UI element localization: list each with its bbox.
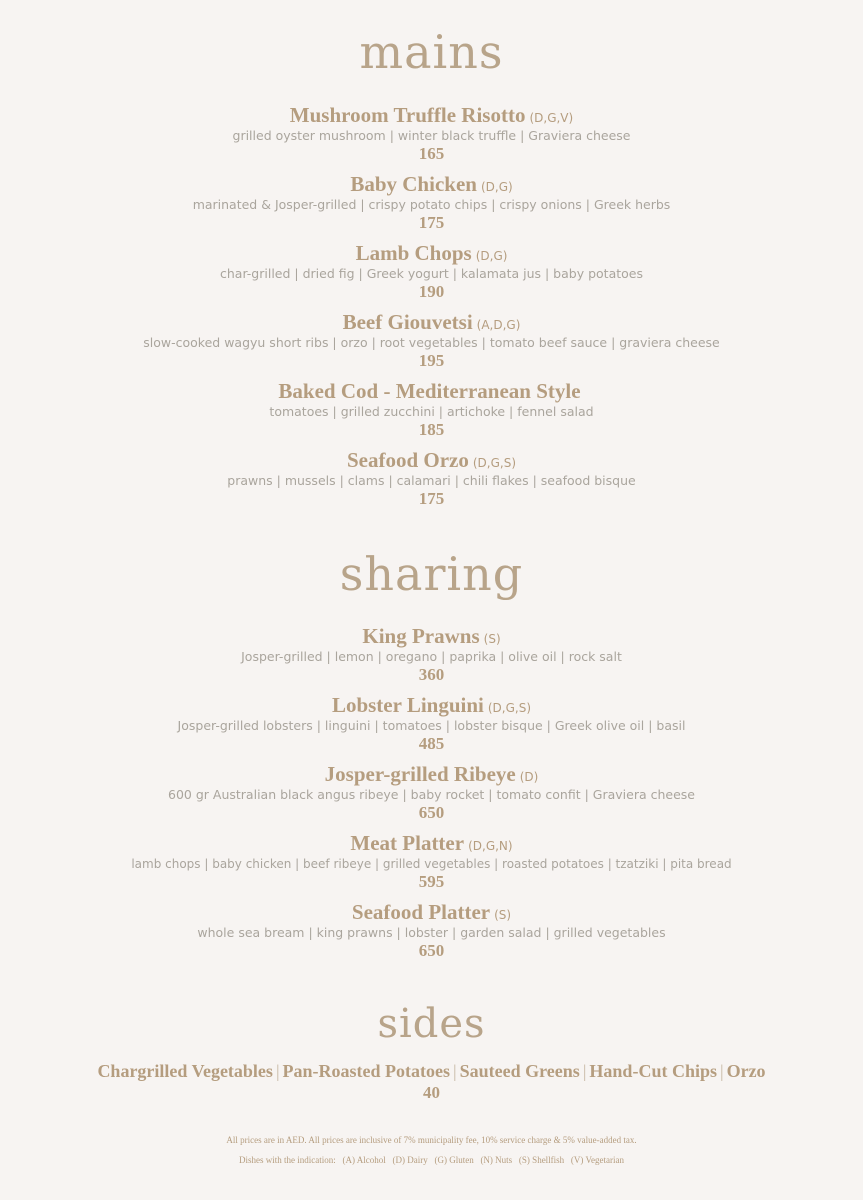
dish-name: Seafood Orzo: [346, 448, 469, 472]
dish-name: Meat Platter: [350, 831, 465, 855]
section-title-sides: sides: [377, 1001, 486, 1047]
dish-tags: (S): [494, 908, 512, 922]
dish-description: Josper-grilled lobsters | linguini | tomatoes | lobster bisque | Greek olive oil | basil: [177, 718, 686, 733]
dish-price: 185: [418, 420, 445, 439]
dish-name: King Prawns: [362, 624, 480, 648]
dish-beef-giouvetsi: [0, 310, 863, 370]
sides-list: [0, 1058, 863, 1084]
dish-meat-platter: [0, 831, 863, 891]
side-item: Orzo: [726, 1061, 766, 1081]
dish-baby-chicken: [0, 172, 863, 232]
dish-name: Baked Cod - Mediterranean Style: [278, 379, 581, 403]
dish-name: Mushroom Truffle Risotto: [289, 103, 526, 127]
dish-description: slow-cooked wagyu short ribs | orzo | root vegetables | tomato beef sauce | graviera cheese: [143, 335, 720, 350]
side-item: Hand-Cut Chips: [589, 1061, 717, 1081]
dish-seafood-orzo: [0, 448, 863, 508]
dish-name: Josper-grilled Ribeye: [324, 762, 516, 786]
dish-tags: (D,G,S): [487, 701, 532, 715]
dish-tags: (D,G,V): [529, 111, 574, 125]
dish-price: 190: [418, 282, 445, 301]
dish-king-prawns: [0, 624, 863, 684]
dish-price: 595: [418, 872, 445, 891]
separator: |: [453, 1061, 457, 1081]
indication-note: Dishes with the indication: (A) Alcohol (D) Dairy (G) Gluten (N) Nuts (S) Shellfish (V) Vegetarian: [238, 1155, 624, 1165]
separator: |: [719, 1061, 724, 1081]
dish-description: lamb chops | baby chicken | beef ribeye | grilled vegetables | roasted potatoes | tzatziki | pita bread: [131, 857, 732, 871]
prices-note: All prices are in AED. All prices are inclusive of 7% municipality fee, 10% service charge & 5% value-added tax.: [226, 1135, 637, 1145]
dish-description: Josper-grilled | lemon | oregano | paprika | olive oil | rock salt: [241, 649, 622, 664]
dish-tags: (D,G): [480, 180, 513, 194]
dish-description: marinated & Josper-grilled | crispy potato chips | crispy onions | Greek herbs: [192, 197, 671, 212]
side-item: Sauteed Greens: [459, 1061, 580, 1081]
side-item: Chargrilled Vegetables: [97, 1061, 273, 1081]
dish-description: prawns | mussels | clams | calamari | chili flakes | seafood bisque: [227, 473, 636, 488]
dish-price: 165: [418, 144, 445, 163]
dish-tags: (D,G): [475, 249, 508, 263]
dish-price: 650: [418, 941, 445, 960]
dish-price: 195: [418, 351, 445, 370]
dish-tags: (A,D,G): [476, 318, 521, 332]
dish-price: 175: [418, 489, 445, 508]
dish-baked-cod: [0, 379, 863, 439]
dish-description: char-grilled | dried fig | Greek yogurt | kalamata jus | baby potatoes: [220, 266, 643, 281]
section-title-sharing: sharing: [339, 547, 524, 601]
dish-name: Seafood Platter: [351, 900, 491, 924]
dish-seafood-platter: [0, 900, 863, 960]
dish-tags: (D,G,S): [472, 456, 517, 470]
dish-mushroom-truffle-risotto: [0, 103, 863, 163]
dish-price: 485: [418, 734, 445, 753]
dish-name: Beef Giouvetsi: [342, 310, 473, 334]
dish-name: Baby Chicken: [350, 172, 477, 196]
dish-lobster-linguini: [0, 693, 863, 753]
dish-tags: (D): [519, 770, 539, 784]
side-item: Pan-Roasted Potatoes: [282, 1061, 451, 1081]
dish-price: 650: [418, 803, 445, 822]
dish-josper-grilled-ribeye: [0, 762, 863, 822]
dish-tags: (S): [483, 632, 501, 646]
separator: |: [275, 1061, 280, 1081]
dish-description: grilled oyster mushroom | winter black truffle | Graviera cheese: [232, 128, 631, 143]
dish-description: tomatoes | grilled zucchini | artichoke | fennel salad: [269, 404, 594, 419]
dish-name: Lobster Linguini: [331, 693, 484, 717]
section-title-mains: mains: [359, 25, 504, 79]
dish-price: 360: [418, 665, 445, 684]
separator: |: [582, 1061, 587, 1081]
dish-description: 600 gr Australian black angus ribeye | baby rocket | tomato confit | Graviera cheese: [168, 787, 695, 802]
dish-price: 175: [418, 213, 445, 232]
dish-description: whole sea bream | king prawns | lobster | garden salad | grilled vegetables: [197, 925, 666, 940]
sides-price: 40: [423, 1083, 440, 1102]
dish-name: Lamb Chops: [355, 241, 472, 265]
dish-lamb-chops: [0, 241, 863, 301]
dish-tags: (D,G,N): [468, 839, 513, 853]
